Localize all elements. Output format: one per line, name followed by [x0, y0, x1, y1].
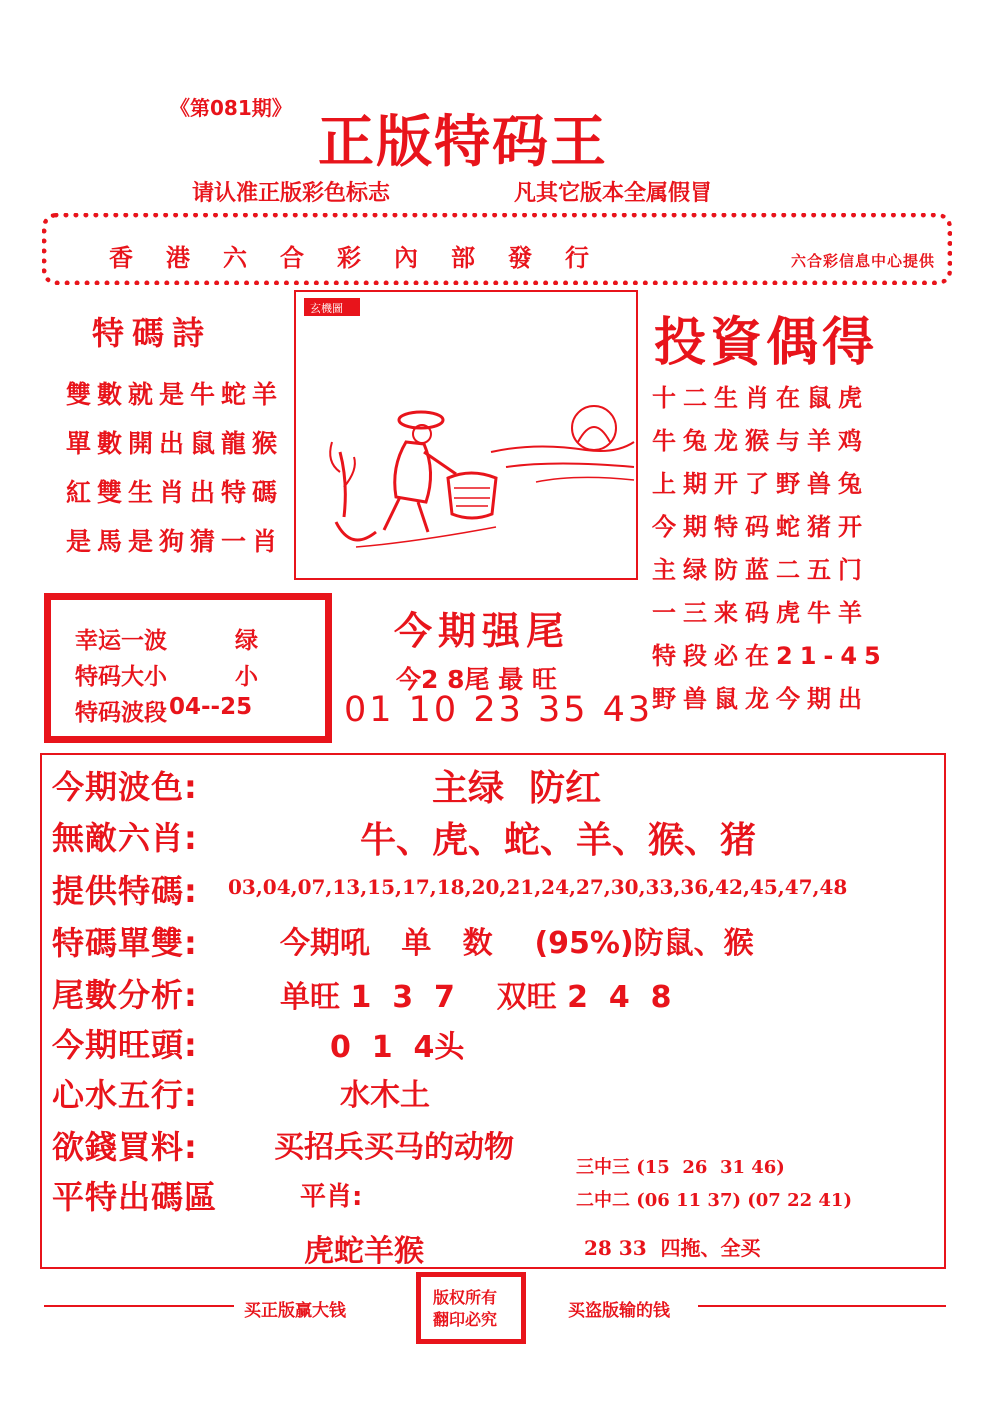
poem-title: 特碼詩: [92, 314, 213, 352]
poem-line: 單數開出鼠龍猴: [66, 429, 284, 458]
tail-label: 尾數分析:: [52, 976, 198, 1014]
combo-three: 三中三 (15 26 31 46): [576, 1157, 785, 1178]
poem-line: 紅雙生肖出特碼: [66, 478, 284, 507]
copyright-box: [416, 1272, 526, 1344]
poem-line: 是馬是狗猜一肖: [66, 527, 284, 556]
page-title: 正版特码王: [318, 110, 608, 175]
poem-line: 雙數就是牛蛇羊: [66, 380, 284, 409]
stamp-text: 玄機圖: [310, 302, 343, 315]
combo-drag: 28 33 四拖、全买: [584, 1236, 761, 1260]
color-value: 主绿 防红: [432, 768, 602, 809]
invest-line: 主绿防蓝二五门: [652, 556, 869, 584]
banner-text: 香港六合彩內部發行: [109, 244, 622, 272]
six-value: 牛、虎、蛇、羊、猴、猪: [360, 820, 757, 861]
element-value: 水木土: [340, 1078, 430, 1113]
flat-sub: 平肖:: [300, 1182, 363, 1212]
six-label: 無敵六肖:: [52, 819, 198, 857]
footer-rule-left: [44, 1305, 234, 1307]
issue-number: 《第081期》: [170, 96, 292, 120]
flat-label: 平特出碼區: [52, 1178, 218, 1216]
copyright-line-2: 翻印必究: [433, 1310, 498, 1329]
lucky-wave-value: 绿: [235, 628, 258, 654]
special-label: 提供特碼:: [52, 872, 198, 910]
combo-two: 二中二 (06 11 37) (07 22 41): [576, 1190, 852, 1211]
hint-illustration: [294, 290, 638, 580]
authenticity-notice: 请认准正版彩色标志: [192, 181, 391, 206]
lucky-size-label: 特码大小: [75, 664, 167, 690]
banner-credit: 六合彩信息中心提供: [790, 252, 935, 270]
footer-slogan-left: 买正版赢大钱: [244, 1301, 346, 1321]
lucky-range-label: 特码波段: [75, 700, 167, 726]
element-label: 心水五行:: [52, 1076, 198, 1114]
color-label: 今期波色:: [52, 768, 198, 806]
invest-line: 上期开了野兽兔: [652, 470, 869, 498]
farmer-drawing: [296, 292, 636, 578]
issuer-banner: [42, 213, 952, 285]
tail-value: 单旺 1 3 7 双旺 2 4 8: [280, 980, 672, 1015]
invest-line: 野兽鼠龙今期出: [652, 685, 869, 713]
buy-label: 欲錢買料:: [52, 1128, 198, 1166]
invest-line: 牛兔龙猴与羊鸡: [652, 427, 869, 455]
head-value: 0 1 4头: [330, 1030, 465, 1065]
lucky-range-value: 04--25: [169, 694, 253, 720]
counterfeit-notice: 凡其它版本全属假冒: [514, 181, 713, 206]
flat-animals: 虎蛇羊猴: [304, 1234, 424, 1269]
lucky-box: [44, 593, 332, 743]
lucky-wave-label: 幸运一波: [75, 628, 167, 654]
oddeven-value: 今期吼 单 数 (95%)防鼠、猴: [280, 926, 754, 961]
invest-line: 十二生肖在鼠虎: [652, 384, 869, 412]
footer-rule-right: [698, 1305, 946, 1307]
invest-line: 今期特码蛇猪开: [652, 513, 869, 541]
invest-line: 一三来码虎牛羊: [652, 599, 869, 627]
head-label: 今期旺頭:: [52, 1026, 198, 1064]
strong-tail-title: 今期强尾: [394, 609, 571, 653]
footer-slogan-right: 买盗版输的钱: [568, 1301, 670, 1321]
invest-line: 特段必在21-45: [652, 642, 888, 670]
invest-title: 投資偶得: [654, 313, 879, 373]
buy-value: 买招兵买马的动物: [274, 1130, 514, 1165]
lucky-size-value: 小: [235, 664, 258, 690]
copyright-line-1: 版权所有: [433, 1288, 498, 1307]
strong-tail-sub: 今2 8尾 最 旺: [396, 665, 557, 694]
strong-tail-numbers: 01 10 23 35 43: [344, 690, 654, 730]
oddeven-label: 特碼單雙:: [52, 924, 198, 962]
special-value: 03,04,07,13,15,17,18,20,21,24,27,30,33,36,42,45,47,48: [228, 875, 848, 899]
